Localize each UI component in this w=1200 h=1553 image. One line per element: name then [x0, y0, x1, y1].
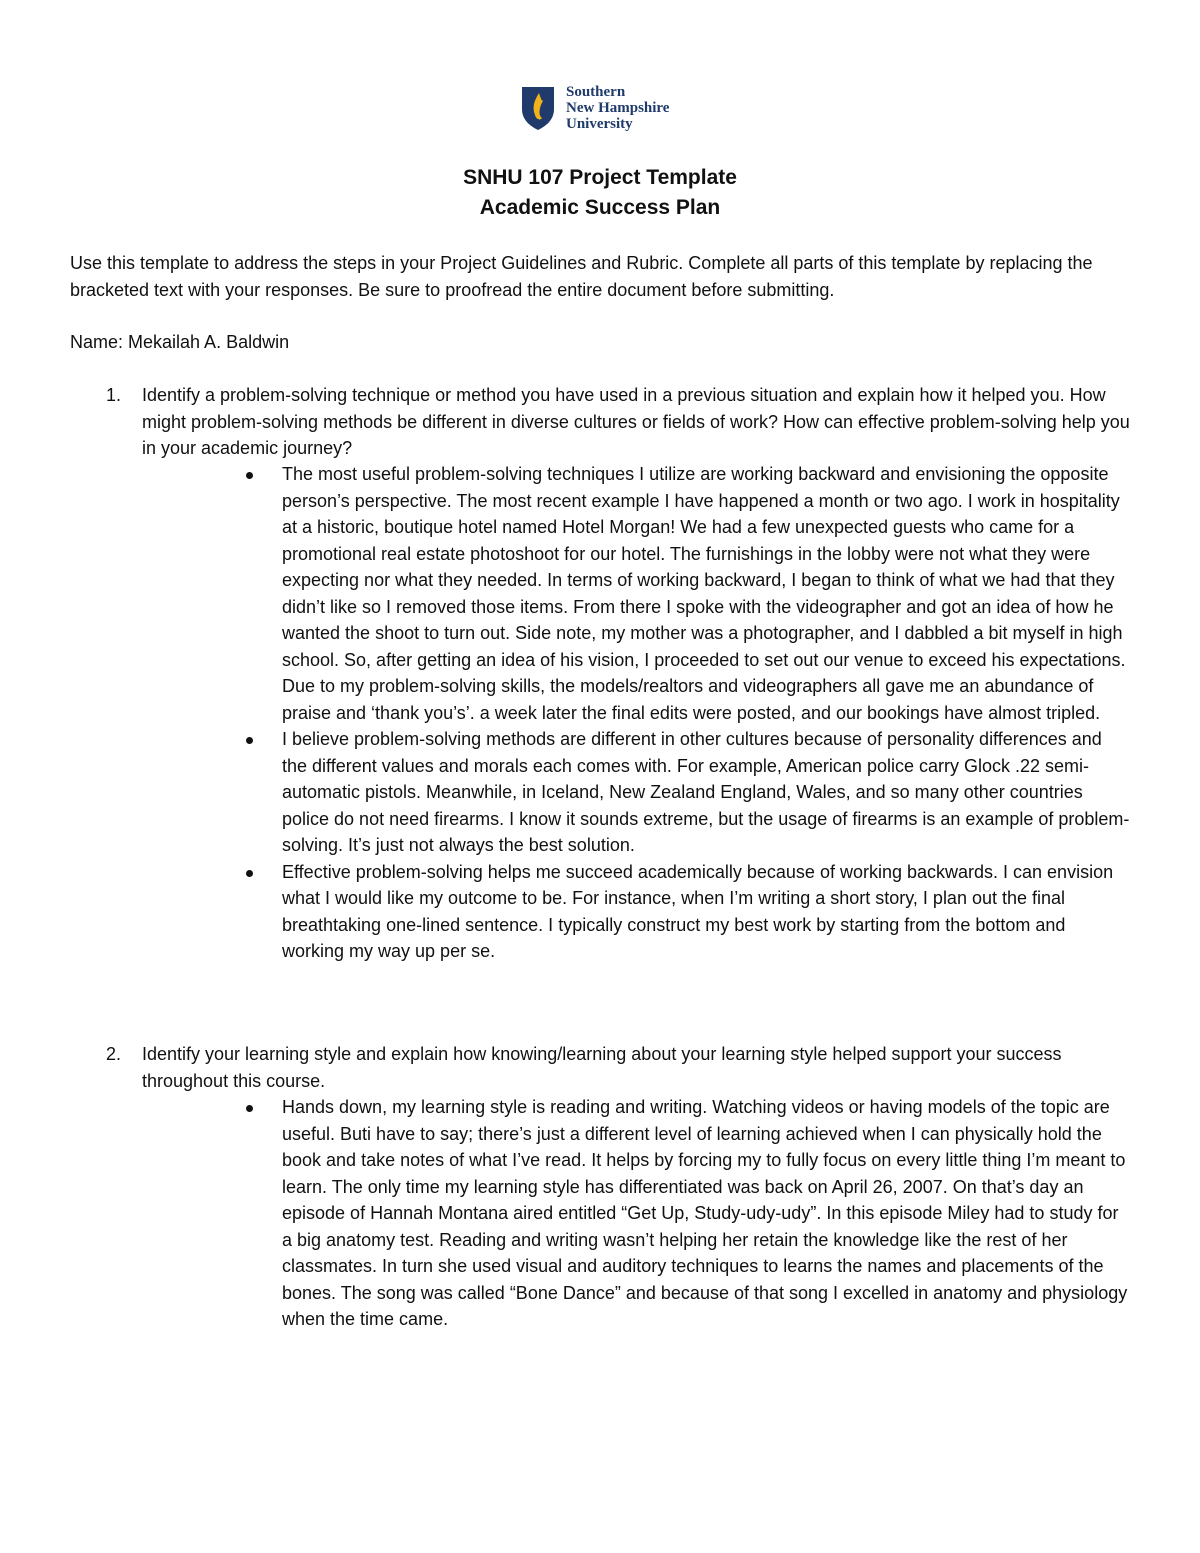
bullet-icon — [246, 870, 253, 877]
answer-list-2 — [240, 1094, 1130, 1333]
university-logo — [520, 84, 669, 132]
list-item — [240, 859, 1130, 965]
question-text: Identify a problem-solving technique or method you have used in a previous situation and explain how it helped you. How might problem-solving methods be different in diverse cultures or fields of work? How can effective problem-solving help you in your academic journey? — [142, 385, 1130, 458]
bullet-icon — [246, 737, 253, 744]
document-subtitle: Academic Success Plan — [479, 196, 721, 219]
list-item — [240, 1094, 1130, 1333]
question-number: 1. — [106, 385, 122, 405]
answer-text: I believe problem-solving methods are different in other cultures because of personality differences and the different values and morals each comes with. For example, American police carry Glock .22 semi-automatic pistols. Meanwhile, in Iceland, New Zealand England, Wales, and so many other countries police do not need firearms. I know it sounds extreme, but the usage of firearms is an example of problem-solving. It’s just not always the best solution. — [282, 729, 1130, 855]
answer-text: The most useful problem-solving techniques I utilize are working backward and envisioning the opposite person’s perspective. The most recent example I have happened a month or two ago. I work in hospitality at a historic, boutique hotel named Hotel Morgan! We had a few unexpected guests who came for a promotional real estate photoshoot for our hotel. The furnishings in the lobby were not what they were expecting nor what they needed. In terms of working backward, I began to think of what we had that they didn’t like so I removed those items. From there I spoke with the videographer and got an idea of how he wanted the shoot to turn out. Side note, my mother was a photographer, and I dabbled a bit myself in high school. So, after getting an idea of his vision, I proceeded to set out our venue to exceed his expectations. Due to my problem-solving skills, the models/realtors and videographers all gave me an abundance of praise and ‘thank you’s’. a week later the final edits were posted, and our bookings have almost tripled. — [282, 464, 1126, 723]
list-item — [240, 461, 1130, 726]
answer-list-1 — [240, 461, 1130, 965]
question-number: 2. — [106, 1044, 122, 1064]
student-name: Name: Mekailah A. Baldwin — [70, 332, 290, 352]
list-item — [240, 726, 1130, 859]
answer-text: Effective problem-solving helps me succeed academically because of working backwards. I can envision what I would like my outcome to be. For instance, when I’m writing a short story, I plan out the final breathtaking one-lined sentence. I typically construct my best work by starting from the bottom and working my way up per se. — [282, 861, 1114, 961]
shield-flame-icon — [520, 85, 556, 131]
bullet-icon — [246, 1105, 253, 1112]
logo-line-1: Southern — [566, 84, 626, 100]
document-title: SNHU 107 Project Template — [463, 166, 737, 189]
logo-wordmark — [566, 84, 669, 132]
question-text: Identify your learning style and explain how knowing/learning about your learning style helped support your success throughout this course. — [142, 1044, 1062, 1091]
question-2 — [70, 1041, 1130, 1094]
answer-text: Hands down, my learning style is reading and writing. Watching videos or having models of the topic are useful. Buti have to say; there’s just a different level of learning achieved when I can physically hold the book and take notes of what I’ve read. It helps by forcing my to fully focus on every little thing I’m meant to learn. The only time my learning style has differentiated was back on April 26, 2007. On that’s day an episode of Hannah Montana aired entitled “Get Up, Study-udy-udy”. In this episode Miley had to study for a big anatomy test. Reading and writing wasn’t helping her retain the knowledge like the rest of her classmates. In turn she used visual and auditory techniques to learns the names and placements of the bones. The song was called “Bone Dance” and because of that song I excelled in anatomy and physiology when the time came. — [282, 1097, 1128, 1329]
instructions-paragraph: Use this template to address the steps in your Project Guidelines and Rubric. Complete all parts of this template by replacing the bracketed text with your responses. Be sure to proofread the entire document before submitting. — [70, 253, 1093, 300]
question-1 — [70, 382, 1130, 462]
logo-line-3: University — [566, 116, 633, 132]
logo-line-2: New Hampshire — [566, 100, 670, 116]
bullet-icon — [246, 472, 253, 479]
